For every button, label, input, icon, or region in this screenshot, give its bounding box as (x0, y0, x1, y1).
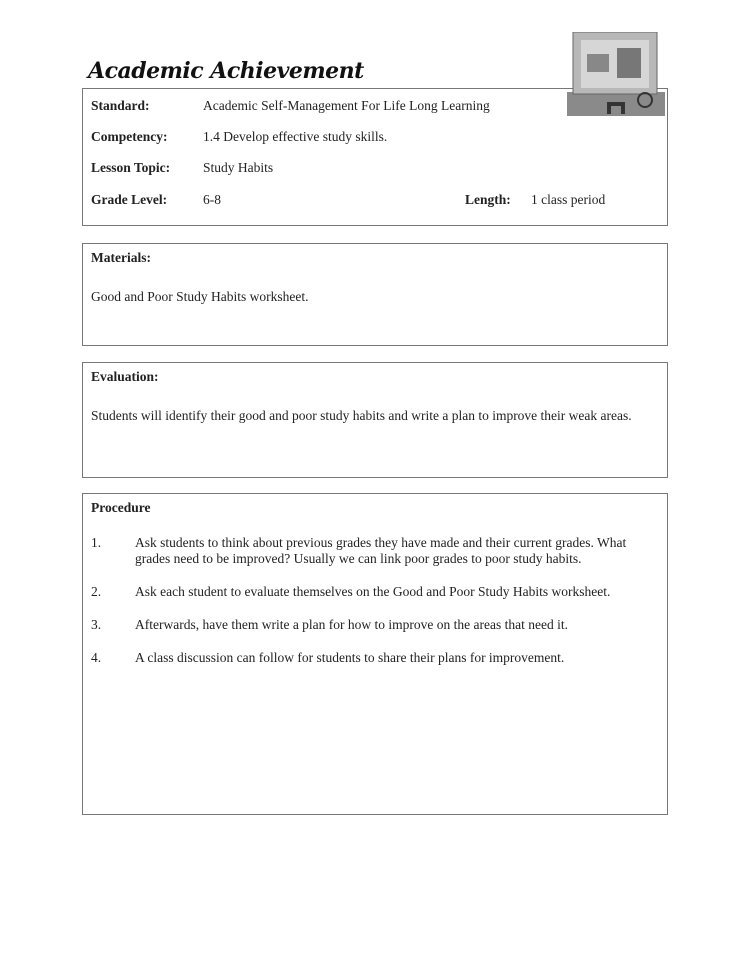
evaluation-heading: Evaluation: (91, 369, 159, 384)
item-number: 3. (91, 617, 102, 632)
materials-text: Good and Poor Study Habits worksheet. (91, 289, 309, 304)
procedure-heading: Procedure (91, 500, 151, 515)
evaluation-text: Students will identify their good and poor study habits and write a plan to improve their weak areas. (91, 408, 632, 423)
toolbox-icon (567, 32, 665, 118)
procedure-item (91, 617, 655, 633)
length-value: 1 class period (531, 192, 606, 207)
competency-value: 1.4 Develop effective study skills. (203, 129, 388, 144)
procedure-list (91, 535, 655, 683)
materials-box (82, 243, 668, 346)
procedure-item (91, 584, 655, 600)
procedure-box (82, 493, 668, 815)
item-number: 2. (91, 584, 102, 599)
item-text: Ask students to think about previous grades they have made and their current grades. What grades need to be improved? Usually we can link poor grades to poor study habits. (135, 535, 627, 566)
evaluation-box (82, 362, 668, 478)
item-text: A class discussion can follow for students to share their plans for improvement. (135, 650, 565, 665)
competency-label: Competency: (91, 129, 168, 144)
grade-label: Grade Level: (91, 192, 168, 207)
length-label: Length: (465, 192, 511, 207)
page-title: Academic Achievement (88, 58, 364, 84)
procedure-item (91, 650, 655, 666)
procedure-item (91, 535, 655, 567)
topic-value: Study Habits (203, 160, 274, 175)
item-number: 1. (91, 535, 102, 550)
standard-label: Standard: (91, 98, 150, 113)
materials-heading: Materials: (91, 250, 151, 265)
item-text: Afterwards, have them write a plan for how to improve on the areas that need it. (135, 617, 568, 632)
grade-value: 6-8 (203, 192, 221, 207)
standard-value: Academic Self-Management For Life Long Learning (203, 98, 490, 113)
item-text: Ask each student to evaluate themselves on the Good and Poor Study Habits worksheet. (135, 584, 611, 599)
item-number: 4. (91, 650, 102, 665)
topic-label: Lesson Topic: (91, 160, 171, 175)
